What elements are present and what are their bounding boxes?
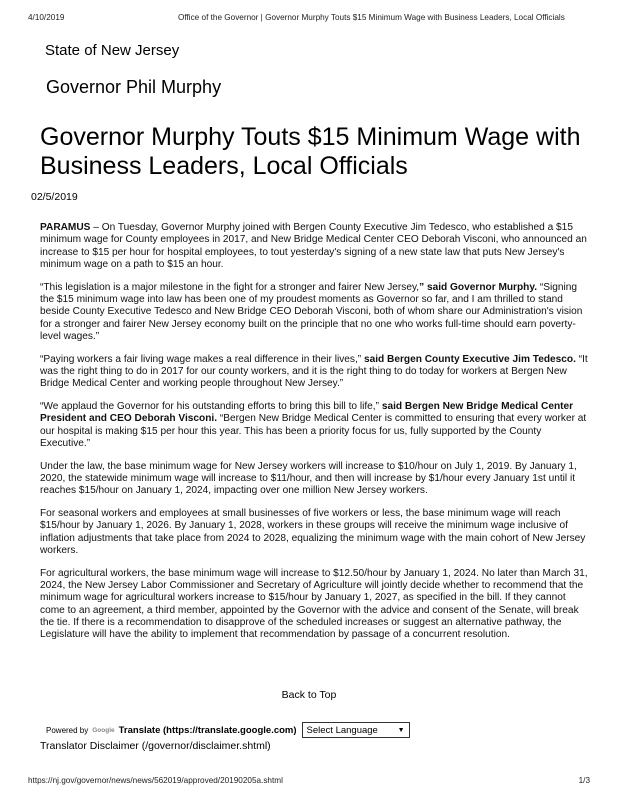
language-select-value: Select Language bbox=[306, 724, 378, 736]
paragraph-2 bbox=[40, 282, 590, 343]
quote-attribution: said Bergen County Executive Jim Tedesco. bbox=[361, 353, 576, 365]
print-footer bbox=[28, 776, 590, 785]
dateline: PARAMUS bbox=[40, 222, 91, 233]
quote-text: “We applaud the Governor for his outstanding efforts to bring this bill to life,” bbox=[40, 401, 379, 413]
translate-link[interactable]: Translate (https://translate.google.com) bbox=[118, 724, 297, 736]
quote-attribution: said Bergen New Bridge Medical Center President and CEO Deborah Visconi. bbox=[40, 401, 574, 425]
quote-text: “This legislation is a major milestone in the fight for a stronger and fairer New Jersey, bbox=[40, 281, 420, 293]
article-date: 02/5/2019 bbox=[31, 191, 78, 203]
governor-link[interactable]: Governor Phil Murphy bbox=[46, 77, 222, 97]
powered-by-label: Powered by bbox=[46, 725, 89, 735]
translate-widget bbox=[46, 722, 410, 738]
print-date: 4/10/2019 bbox=[28, 13, 65, 22]
page-title: Governor Murphy Touts $15 Minimum Wage with Business Leaders, Local Officials bbox=[40, 123, 581, 180]
quote-continued: “Signing the $15 minimum wage into law has been one of my proudest moments as Governor so far, and I am thrilled to stand beside County Executive Tedesco and New Bridge CEO Deborah Visconi, both of whom share our Administration's vision for a stronger and fairer New Jersey economy built on the principle that no one who works full-time should earn poverty-level wages.” bbox=[40, 281, 583, 342]
quote-continued: “It was the right thing to do in 2017 for our county workers, and it is the right thing to do today for workers at Bergen New Bridge Medical Center and working people throughout New Jersey.” bbox=[40, 353, 588, 390]
quote-continued: “Bergen New Bridge Medical Center is committed to ensuring that every worker at our hospital is making $15 per hour this year. This has been a priority focus for us, fully supported by the County Executive.” bbox=[40, 413, 587, 449]
paragraph-7: For agricultural workers, the base minimum wage will increase to $12.50/hour by January 1, 2024. No later than March 31, 2024, the New Jersey Labor Commissioner and Secretary of Agriculture will jointly decide whether to recommend that the minimum wage for agricultural workers increase to $15/hour by January 1, 2027, as specified in the bill. If they cannot come to an agreement, a third member, appointed by the Governor with the advice and consent of the Senate, will break the tie. If there is a recommendation to disapprove of the scheduled increases or suggest an alternative pathway, the Legislature will have the ability to implement that recommendation by passage of a concurrent resolution. bbox=[40, 567, 588, 641]
paragraph-4 bbox=[40, 401, 590, 450]
google-logo: Google bbox=[92, 726, 115, 734]
print-url: https://nj.gov/governor/news/news/562019/approved/20190205a.shtml bbox=[28, 776, 283, 785]
page-number: 1/3 bbox=[578, 776, 590, 785]
language-select[interactable] bbox=[302, 722, 410, 738]
back-to-top-link[interactable]: Back to Top bbox=[281, 689, 337, 701]
paragraph-1 bbox=[40, 222, 590, 271]
article-body bbox=[40, 222, 590, 652]
chevron-down-icon: ▼ bbox=[397, 726, 405, 734]
paragraph-1-text: – On Tuesday, Governor Murphy joined with Bergen County Executive Jim Tedesco, who established a $15 minimum wage for County employees in 2017, and New Bridge Medical Center CEO Deborah Visconi, who announced an increase to $15 per hour for hospital employees, to tout yesterday's signing of a new state law that puts New Jersey's minimum wage on a path to $15 an hour. bbox=[40, 222, 587, 270]
quote-attribution: ” said Governor Murphy. bbox=[419, 281, 538, 293]
translator-disclaimer-link[interactable]: Translator Disclaimer (/governor/disclaimer.shtml) bbox=[40, 740, 271, 752]
state-link[interactable]: State of New Jersey bbox=[45, 42, 180, 59]
print-header bbox=[28, 13, 590, 22]
paragraph-3 bbox=[40, 354, 590, 391]
print-title: Office of the Governor | Governor Murphy Touts $15 Minimum Wage with Business Leaders, Local Officials bbox=[178, 13, 565, 22]
paragraph-5: Under the law, the base minimum wage for New Jersey workers will increase to $10/hour on July 1, 2019. By January 1, 2020, the statewide minimum wage will increase to $11/hour, and then will increase by $1/hour every January 1st until it reaches $15/hour on January 1, 2024, impacting over one million New Jersey workers. bbox=[40, 460, 577, 497]
paragraph-6: For seasonal workers and employees at small businesses of five workers or less, the base minimum wage will reach $15/hour by January 1, 2026. By January 1, 2028, workers in these groups will receive the minimum wage inclusive of inflation adjustments that take place from 2024 to 2028, equalizing the minimum wage with the main cohort of New Jersey workers. bbox=[40, 508, 586, 557]
quote-text: “Paying workers a fair living wage makes a real difference in their lives,” bbox=[40, 353, 362, 365]
